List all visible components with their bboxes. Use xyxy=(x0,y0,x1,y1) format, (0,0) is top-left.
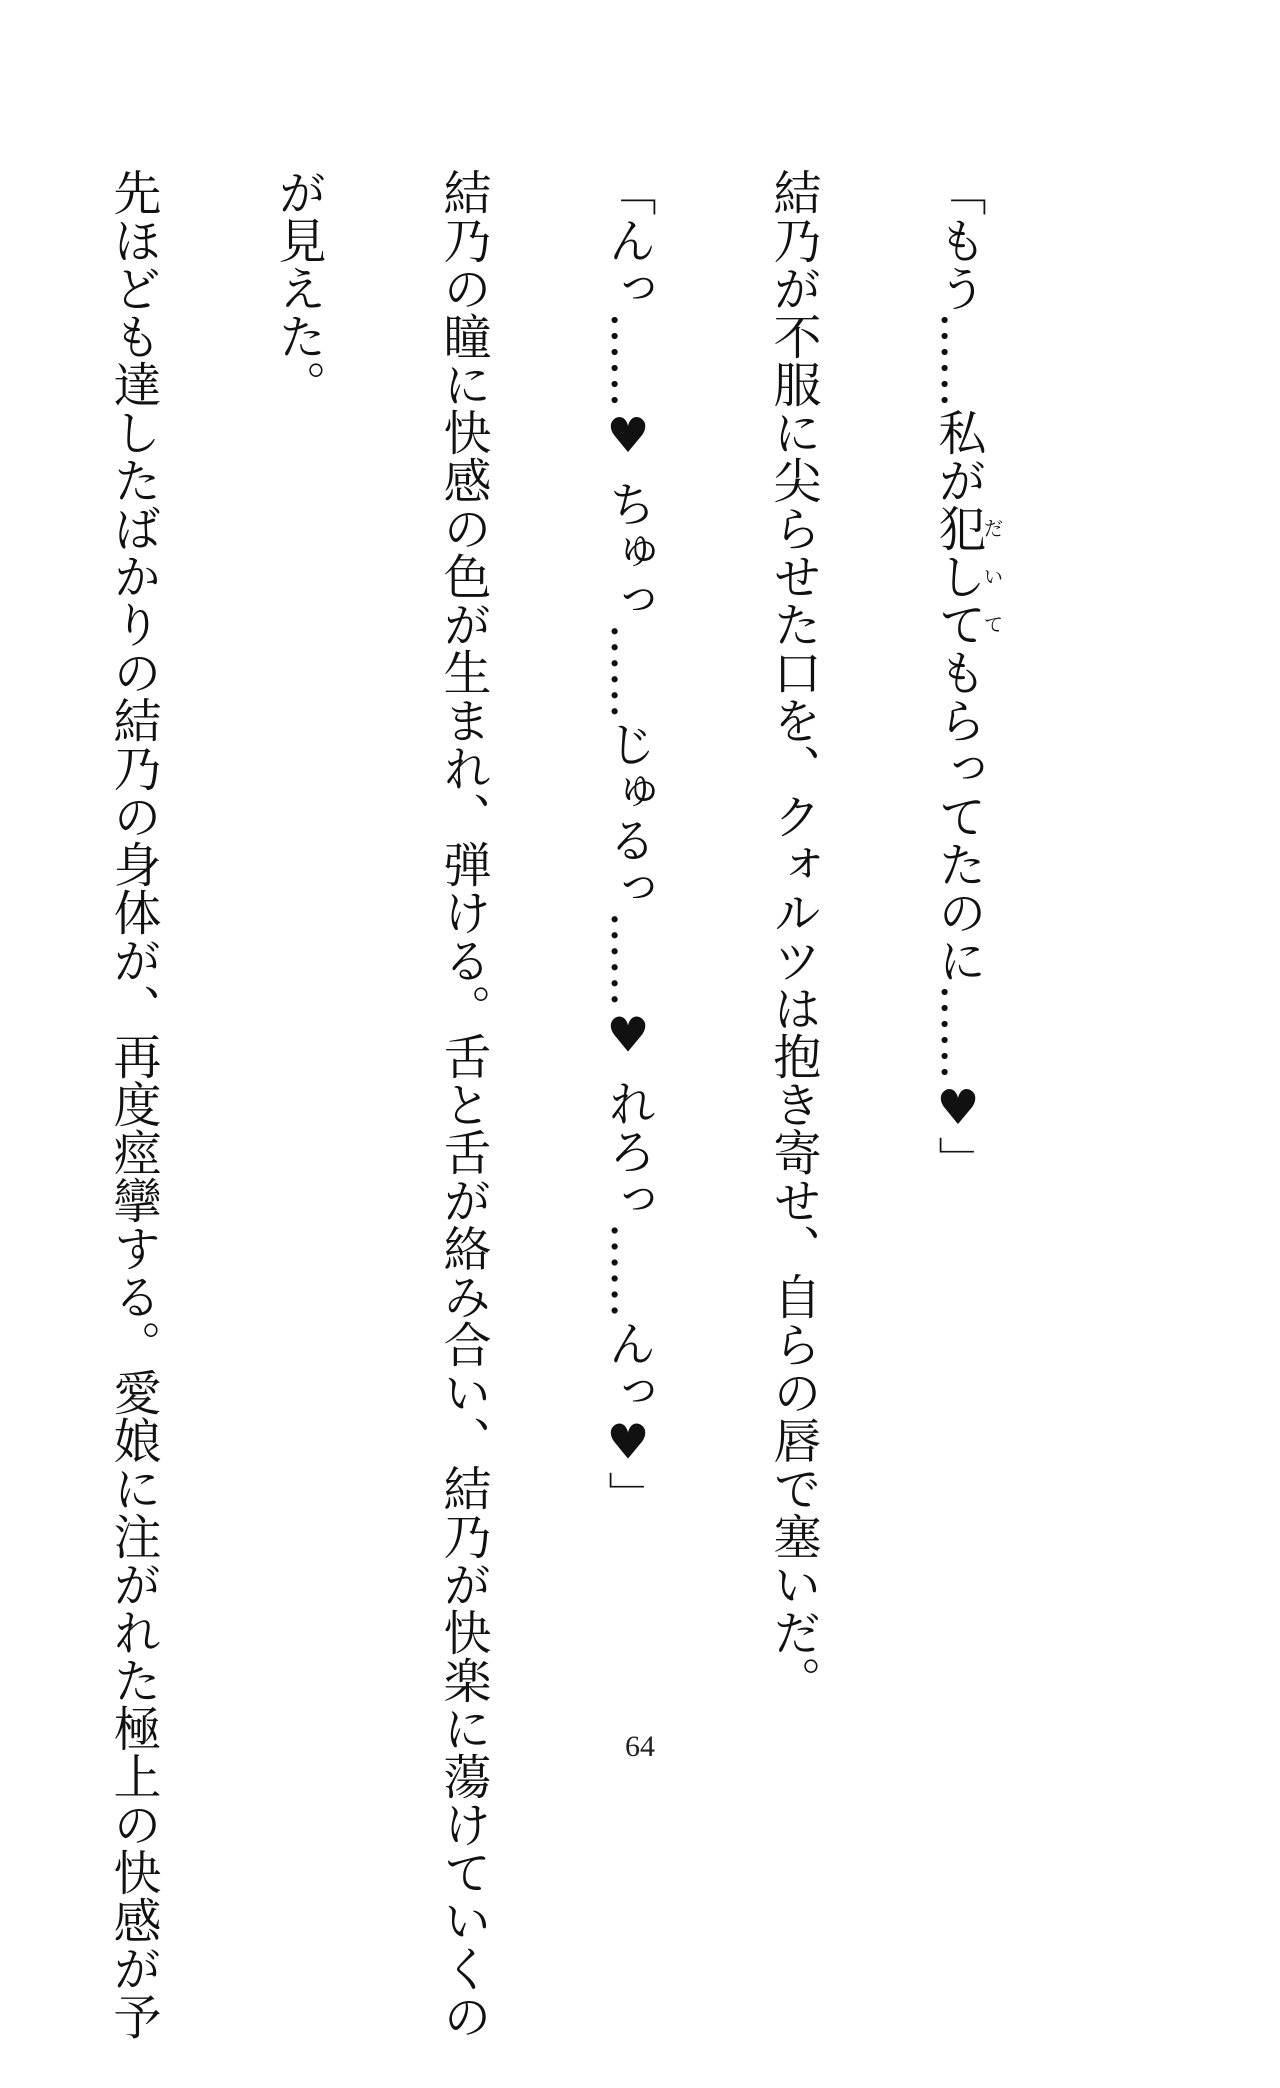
text-line: 「もう……私が犯してだいてもらってたのに……♥」 xyxy=(930,168,1004,1184)
text-line: 先ほども達したばかりの結乃の身体が、再度痙攣する。愛娘に注がれた極上の快感が予 xyxy=(105,168,161,2040)
ruby-reading: だいて xyxy=(980,504,1004,648)
text-line: 結乃が不服に尖らせた口を、クォルツは抱き寄せ、自らの唇で塞いだ。 xyxy=(765,168,821,1704)
ruby-annotation: 犯してだいて xyxy=(930,504,1004,648)
text-line: が見えた。 xyxy=(270,168,326,408)
page-number: 64 xyxy=(625,1730,655,1763)
text-line: 「んっ……♥ ちゅっ……じゅるっ……♥ れろっ……んっ♥」 xyxy=(600,168,656,1519)
text-line: 結乃の瞳に快感の色が生まれ、弾ける。舌と舌が絡み合い、結乃が快楽に蕩けていくの xyxy=(435,168,491,2040)
